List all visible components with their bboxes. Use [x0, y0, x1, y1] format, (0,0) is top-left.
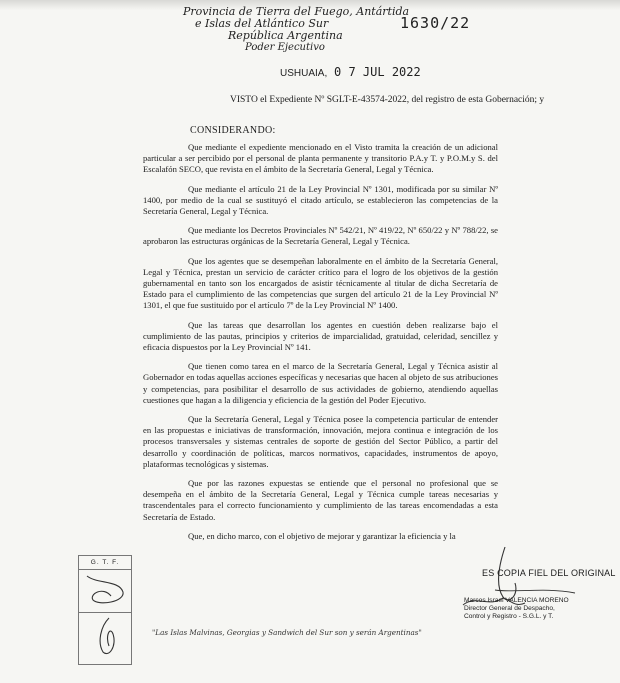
- official-stamp: [464, 597, 604, 622]
- paragraph: Que las tareas que desarrollan los agentes en cuestión deben realizarse bajo el cumplimiento de las pautas, principios y criterios de imparcialidad, gratuidad, celeridad, sencillez y eficacia dispuestos por la Ley Provincial Nº 141.: [143, 319, 498, 353]
- paragraph: Que la Secretaría General, Legal y Técnica posee la competencia particular de entender en las propuestas e iniciativas de transformación, innovación, mejora continua e integración de los procesos transversales y sistemas centrales de soporte de gestión del Sector Público, a partir del desarrollo y coordinación de políticas, marcos normativos, capacidades, instrumentos de apoyo, plataformas tecnológicas y sistemas.: [143, 414, 498, 469]
- letterhead-province: Provincia de Tierra del Fuego, Antártida: [183, 5, 410, 18]
- place-date: [280, 65, 421, 79]
- paragraph: Que mediante el expediente mencionado en el Visto tramita la creación de un adicional particular a ser percibido por el personal de planta permanente y transitorio P.A.y T. y P.O.M.y S. del Escalafón SECO, que revista en el ámbito de la Secretaría General, Legal y Técnica.: [143, 142, 498, 175]
- official-name: Marcos Israel VALENCIA MORENO: [464, 597, 569, 604]
- official-title: Control y Registro - S.G.L. y T.: [464, 613, 554, 621]
- paragraph: Que tienen como tarea en el marco de la Secretaría General, Legal y Técnica asistir al Gobernador en todas aquellas acciones específicas y necesarias que hacen al objeto de sus atribuciones y competencias, para posibilitar el desarrollo de sus actividades de gobierno, atendiendo aquellas cuestiones que hagan a la diligencia y eficiencia de la gestión del Poder Ejecutivo.: [143, 361, 498, 405]
- certified-copy-stamp: ES COPIA FIEL DEL ORIGINAL: [482, 568, 616, 578]
- letterhead: [183, 6, 409, 54]
- considerando-heading: CONSIDERANDO:: [190, 125, 276, 136]
- date-stamp: 0 7 JUL 2022: [334, 65, 421, 79]
- body-text: [143, 142, 498, 550]
- paragraph: Que mediante los Decretos Provinciales Nº 542/21, Nº 419/22, Nº 650/22 y Nº 788/22, se aprobaron las estructuras orgánicas de la Secretaría General, Legal y Técnica.: [143, 225, 498, 247]
- paragraph: Que, en dicho marco, con el objetivo de mejorar y garantizar la eficiencia y la: [188, 530, 456, 541]
- visto-line: VISTO el Expediente Nº SGLT-E-43574-2022, del registro de esta Gobernación; y: [230, 95, 545, 105]
- place-label: USHUAIA,: [280, 68, 328, 79]
- decree-number: 1630/22: [400, 14, 471, 32]
- official-title: Director General de Despacho,: [464, 605, 555, 613]
- initials-signature-icon: [79, 556, 131, 664]
- letterhead-country: República Argentina: [228, 29, 343, 42]
- letterhead-islands: e Islas del Atlántico Sur: [195, 17, 329, 30]
- footer-motto: "Las Islas Malvinas, Georgias y Sandwich del Sur son y serán Argentinas": [152, 628, 422, 637]
- gtf-stamp-label: G. T. F.: [90, 559, 120, 566]
- paragraph: Que los agentes que se desempeñan laboralmente en el ámbito de la Secretaría General, Legal y Técnica, prestan un servicio de carácter crítico para el logro de los objetivos de la gestión gubernamental en tanto son los encargados de asistir técnicamente al titular de dicha Secretaría de Estado para el cumplimiento de las competencias que surgen del artículo 21 de la Ley Provincial Nº 1301, el que fue sustituido por el artículo 7º de la Ley Provincial Nº 1400.: [143, 255, 498, 311]
- gtf-initials-stamp: [78, 555, 132, 665]
- paragraph: Que por las razones expuestas se entiende que el personal no profesional que se desempeña en el ámbito de la Secretaría General, Legal y Técnica cumple tareas necesarias y trascendentales para el correcto funcionamiento y cumplimiento de las tareas encomendadas a esta Secretaría de Estado.: [143, 478, 498, 522]
- letterhead-branch: Poder Ejecutivo: [245, 42, 325, 53]
- paragraph: Que mediante el artículo 21 de la Ley Provincial Nº 1301, modificada por su similar Nº 1400, por medio de la cual se sustituyó el citado artículo, se establecieron las competencias de la Secretaría General, Legal y Técnica.: [143, 183, 498, 217]
